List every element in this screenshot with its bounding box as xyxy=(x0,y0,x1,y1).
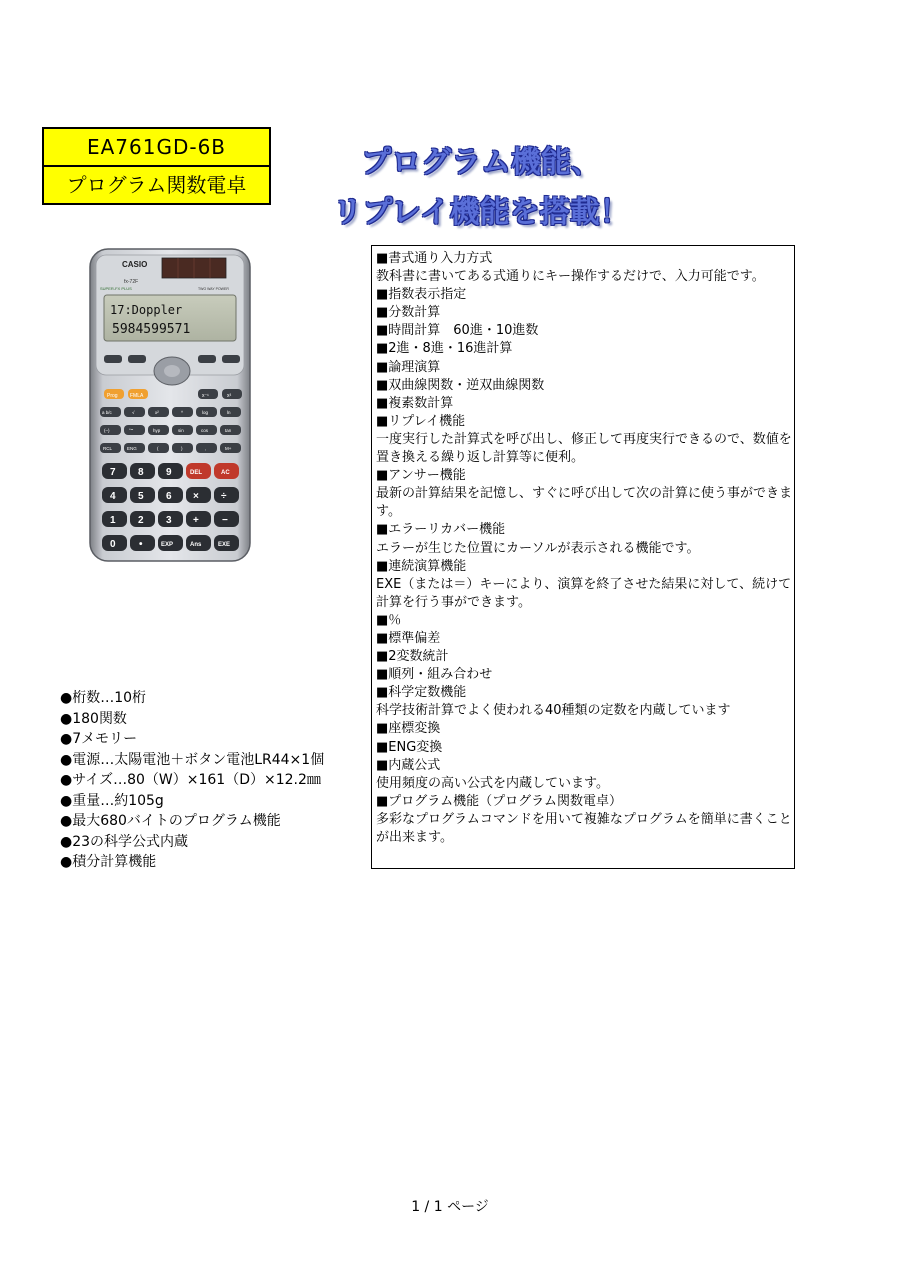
svg-text:Ans: Ans xyxy=(190,542,202,548)
svg-text:8: 8 xyxy=(138,467,144,478)
feature-description: 最新の計算結果を記憶し、すぐに呼び出して次の計算に使う事ができます。 xyxy=(376,486,793,520)
spec-item: ●積分計算機能 xyxy=(60,854,157,870)
svg-text:2: 2 xyxy=(138,515,144,526)
svg-text:FMLA: FMLA xyxy=(130,393,144,399)
calculator-image xyxy=(86,247,256,565)
svg-text:cos: cos xyxy=(201,428,209,433)
svg-text:): ) xyxy=(181,446,183,451)
svg-text:√: √ xyxy=(132,410,135,415)
feature-heading: ■2変数統計 xyxy=(376,649,449,665)
feature-heading: ■2進・8進・16進計算 xyxy=(376,341,513,357)
spec-item: ●電源…太陽電池＋ボタン電池LR44×1個 xyxy=(60,751,325,768)
feature-heading: ■順列・組み合わせ xyxy=(376,667,493,683)
svg-text:Prog: Prog xyxy=(107,393,118,399)
feature-description: 一度実行した計算式を呼び出し、修正して再度実行できるので、数値を置き換える繰り返し計算等に便利。 xyxy=(376,431,792,466)
feature-description: エラーが生じた位置にカーソルが表示される機能です。 xyxy=(376,540,700,556)
svg-text:5: 5 xyxy=(138,491,144,502)
spec-item: ●7メモリー xyxy=(60,731,138,747)
feature-heading: ■分数計算 xyxy=(376,305,441,321)
svg-text:÷: ÷ xyxy=(221,491,227,502)
svg-text:,: , xyxy=(205,446,207,451)
spec-item: ●23の科学公式内蔵 xyxy=(60,833,189,850)
feature-heading: ■ENG変換 xyxy=(376,739,443,755)
spec-item: ●サイズ…80（W）×161（D）×12.2㎜ xyxy=(60,772,321,788)
feature-heading: ■リプレイ機能 xyxy=(376,413,466,429)
svg-text:ENG: ENG xyxy=(127,446,137,451)
feature-heading: ■％ xyxy=(376,612,402,628)
calculator-power: TWO WAY POWER xyxy=(198,287,229,291)
svg-text:AC: AC xyxy=(221,470,230,476)
title-box xyxy=(42,127,271,205)
product-name: プログラム関数電卓 xyxy=(66,173,247,197)
svg-text:9: 9 xyxy=(166,467,172,478)
svg-text:a b/c: a b/c xyxy=(102,410,112,415)
svg-text:4: 4 xyxy=(110,491,116,502)
feature-heading: ■書式通り入力方式 xyxy=(376,251,493,266)
feature-description: 教科書に書いてある式通りにキー操作するだけで、入力可能です。 xyxy=(376,269,765,285)
svg-text:(: ( xyxy=(157,446,159,451)
svg-text:x²: x² xyxy=(155,410,159,415)
svg-text:sin: sin xyxy=(178,428,184,433)
svg-text:3: 3 xyxy=(166,515,172,526)
headline-line-1: プログラム機能、 xyxy=(361,145,601,180)
feature-heading: ■座標変換 xyxy=(376,721,441,737)
feature-description: 多彩なプログラムコマンドを用いて複雑なプログラムを簡単に書くことが出来ます。 xyxy=(376,811,792,845)
svg-text:RCL: RCL xyxy=(103,446,113,451)
svg-text:EXP: EXP xyxy=(161,542,174,548)
svg-text:°'": °'" xyxy=(129,428,134,433)
display-line-2: 5984599571 xyxy=(112,322,191,337)
svg-text:EXE: EXE xyxy=(218,542,231,548)
feature-description: 使用頻度の高い公式を内蔵しています。 xyxy=(376,775,609,791)
page-number: 1 / 1 ページ xyxy=(411,1199,489,1215)
feature-heading: ■内蔵公式 xyxy=(376,757,441,773)
feature-heading: ■双曲線関数・逆双曲線関数 xyxy=(376,377,545,393)
svg-text:•: • xyxy=(139,539,143,550)
svg-text:log: log xyxy=(202,410,209,415)
svg-text:x⁻¹: x⁻¹ xyxy=(202,393,209,399)
svg-text:0: 0 xyxy=(110,539,116,550)
feature-heading: ■指数表示指定 xyxy=(376,287,467,303)
spec-item: ●重量…約105g xyxy=(60,792,164,809)
feature-description: EXE（または＝）キーにより、演算を終了させた結果に対して、続けて計算を行う事ができます。 xyxy=(376,576,792,610)
display-line-1: 17:Doppler xyxy=(110,303,183,317)
spec-item: ●180関数 xyxy=(60,710,127,727)
calculator-brand: CASIO xyxy=(122,260,148,269)
feature-heading: ■エラーリカバー機能 xyxy=(376,522,506,538)
svg-text:x³: x³ xyxy=(227,393,232,399)
svg-text:DEL: DEL xyxy=(190,470,202,476)
feature-heading: ■アンサー機能 xyxy=(376,468,466,484)
svg-text:^: ^ xyxy=(181,410,184,415)
calculator-model: fx-72F xyxy=(124,279,139,285)
feature-heading: ■プログラム機能（プログラム関数電卓） xyxy=(376,793,623,809)
spec-item: ●最大680バイトのプログラム機能 xyxy=(60,813,281,829)
svg-text:7: 7 xyxy=(110,467,116,478)
feature-heading: ■科学定数機能 xyxy=(376,685,467,701)
svg-text:M+: M+ xyxy=(225,446,232,451)
svg-text:6: 6 xyxy=(166,491,172,502)
headline-line-2: リプレイ機能を搭載！ xyxy=(332,195,630,230)
svg-text:ln: ln xyxy=(227,410,231,415)
spec-list xyxy=(60,688,370,873)
feature-heading: ■複素数計算 xyxy=(376,395,454,411)
svg-text:tan: tan xyxy=(225,428,232,433)
feature-heading: ■連続演算機能 xyxy=(376,558,467,574)
feature-list xyxy=(371,245,795,869)
svg-text:+: + xyxy=(193,515,199,526)
calculator-series: SUPER-FX PLUS xyxy=(100,286,132,291)
feature-description: 科学技術計算でよく使われる40種類の定数を内蔵しています xyxy=(376,703,731,719)
svg-text:hyp: hyp xyxy=(153,428,161,433)
svg-text:×: × xyxy=(193,491,199,502)
svg-text:−: − xyxy=(222,515,228,526)
feature-heading: ■論理演算 xyxy=(376,359,441,375)
svg-text:1: 1 xyxy=(110,515,116,526)
model-number: EA761GD-6B xyxy=(44,129,269,167)
spec-item: ●桁数…10桁 xyxy=(60,690,147,706)
headline xyxy=(316,138,646,238)
svg-text:(–): (–) xyxy=(104,428,110,433)
feature-heading: ■標準偏差 xyxy=(376,630,441,646)
feature-heading: ■時間計算 60進・10進数 xyxy=(376,323,539,339)
